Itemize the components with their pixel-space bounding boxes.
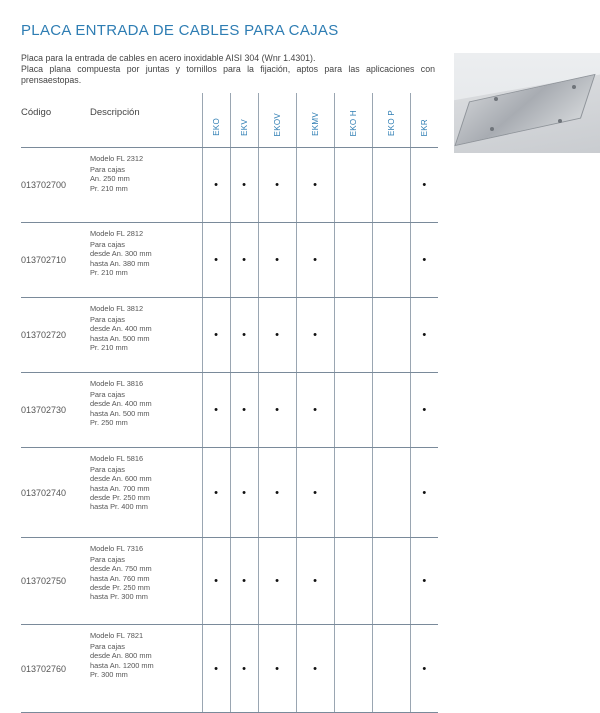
compatibility-dot-icon: • — [242, 179, 246, 191]
compatibility-cell — [410, 538, 438, 625]
compatibility-cell — [410, 148, 438, 223]
compatibility-dot-icon: • — [275, 254, 279, 266]
compatibility-cell — [296, 373, 334, 448]
description-line: Para cajas — [90, 165, 125, 175]
compatibility-cell — [258, 148, 296, 223]
description-line: desde Pr. 250 mm — [90, 492, 150, 502]
product-description — [86, 223, 202, 298]
compatibility-cell — [372, 298, 410, 373]
compatibility-dot-icon: • — [242, 254, 246, 266]
compatibility-cell — [334, 538, 372, 625]
compatibility-cell — [258, 223, 296, 298]
compatibility-cell — [202, 538, 230, 625]
table-row — [21, 148, 438, 223]
compatibility-cell — [334, 373, 372, 448]
compatibility-cell — [372, 625, 410, 713]
compatibility-cell — [202, 148, 230, 223]
compatibility-cell — [202, 298, 230, 373]
description-line: hasta An. 1200 mm — [90, 660, 154, 670]
column-header-type: EKO P — [372, 93, 410, 148]
compatibility-cell — [258, 625, 296, 713]
compatibility-cell — [296, 298, 334, 373]
compatibility-dot-icon: • — [422, 254, 427, 266]
column-header-code: Código — [21, 93, 86, 148]
description-line: desde An. 750 mm — [90, 564, 152, 574]
column-header-description: Descripción — [86, 93, 202, 148]
column-header-type: EKR — [410, 93, 438, 148]
description-line: hasta An. 380 mm — [90, 258, 150, 268]
description-line: Pr. 250 mm — [90, 417, 128, 427]
screw-icon — [558, 119, 562, 123]
compatibility-dot-icon: • — [313, 254, 317, 266]
description-line: Para cajas — [90, 390, 125, 400]
compatibility-dot-icon: • — [214, 254, 218, 266]
compatibility-cell — [410, 448, 438, 538]
product-code: 013702760 — [21, 625, 86, 713]
compatibility-dot-icon: • — [313, 575, 317, 587]
description-line: An. 250 mm — [90, 174, 130, 184]
product-code: 013702750 — [21, 538, 86, 625]
compatibility-dot-icon: • — [313, 486, 317, 499]
description-line: Para cajas — [90, 555, 125, 565]
model-name: Modelo FL 3812 — [90, 304, 144, 313]
compatibility-cell — [230, 538, 258, 625]
description-line: hasta An. 500 mm — [90, 408, 150, 418]
table-row — [21, 625, 438, 713]
description-line: Para cajas — [90, 465, 125, 475]
compatibility-cell — [372, 148, 410, 223]
description-line: Para cajas — [90, 642, 125, 652]
compatibility-cell — [334, 448, 372, 538]
compatibility-dot-icon: • — [242, 575, 246, 587]
compatibility-dot-icon: • — [422, 662, 427, 675]
product-table — [21, 93, 438, 713]
description-line: hasta An. 760 mm — [90, 573, 150, 583]
compatibility-dot-icon: • — [313, 662, 317, 675]
compatibility-cell — [296, 538, 334, 625]
compatibility-dot-icon: • — [214, 179, 218, 191]
column-header-type: EKV — [230, 93, 258, 148]
compatibility-cell — [372, 538, 410, 625]
compatibility-dot-icon: • — [242, 486, 246, 499]
product-code: 013702730 — [21, 373, 86, 448]
compatibility-cell — [258, 538, 296, 625]
compatibility-dot-icon: • — [214, 329, 218, 341]
column-header-type: EKO H — [334, 93, 372, 148]
product-description — [86, 538, 202, 625]
model-name: Modelo FL 7316 — [90, 544, 144, 553]
table-row — [21, 298, 438, 373]
compatibility-cell — [372, 373, 410, 448]
description-line: desde An. 400 mm — [90, 399, 152, 409]
product-description — [86, 625, 202, 713]
product-code: 013702710 — [21, 223, 86, 298]
compatibility-cell — [258, 448, 296, 538]
product-code: 013702720 — [21, 298, 86, 373]
compatibility-cell — [230, 148, 258, 223]
compatibility-dot-icon: • — [214, 404, 218, 416]
product-description — [86, 373, 202, 448]
compatibility-cell — [334, 625, 372, 713]
compatibility-cell — [258, 373, 296, 448]
compatibility-dot-icon: • — [275, 662, 279, 675]
description-line: Para cajas — [90, 240, 125, 250]
intro-line: Placa plana compuesta por juntas y tornillos para la fijación, aptos para las aplicaciones con prensaestopas. — [21, 64, 435, 85]
description-line: hasta Pr. 400 mm — [90, 502, 148, 512]
compatibility-cell — [230, 373, 258, 448]
compatibility-cell — [334, 148, 372, 223]
description-line: Para cajas — [90, 315, 125, 325]
compatibility-cell — [202, 373, 230, 448]
description-line: Pr. 210 mm — [90, 267, 128, 277]
compatibility-cell — [230, 223, 258, 298]
compatibility-cell — [230, 625, 258, 713]
table-body — [21, 148, 438, 713]
screw-icon — [494, 97, 498, 101]
compatibility-dot-icon: • — [214, 662, 218, 675]
compatibility-dot-icon: • — [422, 179, 427, 191]
model-name: Modelo FL 7821 — [90, 631, 144, 640]
compatibility-cell — [410, 373, 438, 448]
compatibility-dot-icon: • — [275, 179, 279, 191]
column-header-type: EKOV — [258, 93, 296, 148]
model-name: Modelo FL 2312 — [90, 154, 144, 163]
compatibility-dot-icon: • — [242, 662, 246, 675]
product-description — [86, 448, 202, 538]
description-line: desde An. 800 mm — [90, 651, 152, 661]
compatibility-dot-icon: • — [242, 329, 246, 341]
table-row — [21, 538, 438, 625]
product-code: 013702700 — [21, 148, 86, 223]
description-line: hasta An. 500 mm — [90, 333, 150, 343]
product-description — [86, 148, 202, 223]
page-title: PLACA ENTRADA DE CABLES PARA CAJAS — [21, 22, 339, 39]
compatibility-dot-icon: • — [422, 404, 427, 416]
description-line: hasta Pr. 300 mm — [90, 592, 148, 602]
compatibility-cell — [296, 625, 334, 713]
compatibility-cell — [334, 223, 372, 298]
compatibility-cell — [372, 448, 410, 538]
compatibility-dot-icon: • — [275, 329, 279, 341]
compatibility-cell — [410, 298, 438, 373]
column-header-type: EKO — [202, 93, 230, 148]
screw-icon — [572, 85, 576, 89]
compatibility-dot-icon: • — [422, 486, 427, 499]
product-description — [86, 298, 202, 373]
product-photo — [454, 53, 600, 153]
model-name: Modelo FL 5816 — [90, 454, 144, 463]
product-intro — [21, 53, 435, 86]
screw-icon — [490, 127, 494, 131]
compatibility-dot-icon: • — [275, 486, 279, 499]
description-line: desde An. 600 mm — [90, 474, 152, 484]
description-line: desde Pr. 250 mm — [90, 582, 150, 592]
description-line: Pr. 210 mm — [90, 342, 128, 352]
compatibility-cell — [202, 223, 230, 298]
table-row — [21, 373, 438, 448]
compatibility-cell — [202, 625, 230, 713]
intro-line: Placa para la entrada de cables en acero inoxidable AISI 304 (Wnr 1.4301). — [21, 53, 316, 63]
compatibility-cell — [296, 223, 334, 298]
description-line: desde An. 400 mm — [90, 324, 152, 334]
compatibility-dot-icon: • — [422, 329, 427, 341]
description-line: hasta An. 700 mm — [90, 483, 150, 493]
compatibility-cell — [296, 148, 334, 223]
table-header-row — [21, 93, 438, 148]
compatibility-dot-icon: • — [242, 404, 246, 416]
compatibility-dot-icon: • — [313, 404, 317, 416]
compatibility-dot-icon: • — [275, 575, 279, 587]
compatibility-cell — [230, 448, 258, 538]
compatibility-cell — [296, 448, 334, 538]
product-code: 013702740 — [21, 448, 86, 538]
compatibility-cell — [258, 298, 296, 373]
table-row — [21, 448, 438, 538]
model-name: Modelo FL 3816 — [90, 379, 144, 388]
compatibility-dot-icon: • — [313, 179, 317, 191]
column-header-type: EKMV — [296, 93, 334, 148]
compatibility-dot-icon: • — [214, 575, 218, 587]
compatibility-cell — [202, 448, 230, 538]
compatibility-cell — [334, 298, 372, 373]
compatibility-dot-icon: • — [214, 486, 218, 499]
model-name: Modelo FL 2812 — [90, 229, 144, 238]
compatibility-cell — [410, 625, 438, 713]
description-line: Pr. 210 mm — [90, 183, 128, 193]
table-row — [21, 223, 438, 298]
compatibility-cell — [410, 223, 438, 298]
compatibility-dot-icon: • — [275, 404, 279, 416]
compatibility-dot-icon: • — [313, 329, 317, 341]
description-line: Pr. 300 mm — [90, 669, 128, 679]
compatibility-cell — [230, 298, 258, 373]
compatibility-dot-icon: • — [422, 575, 427, 587]
compatibility-cell — [372, 223, 410, 298]
description-line: desde An. 300 mm — [90, 249, 152, 259]
